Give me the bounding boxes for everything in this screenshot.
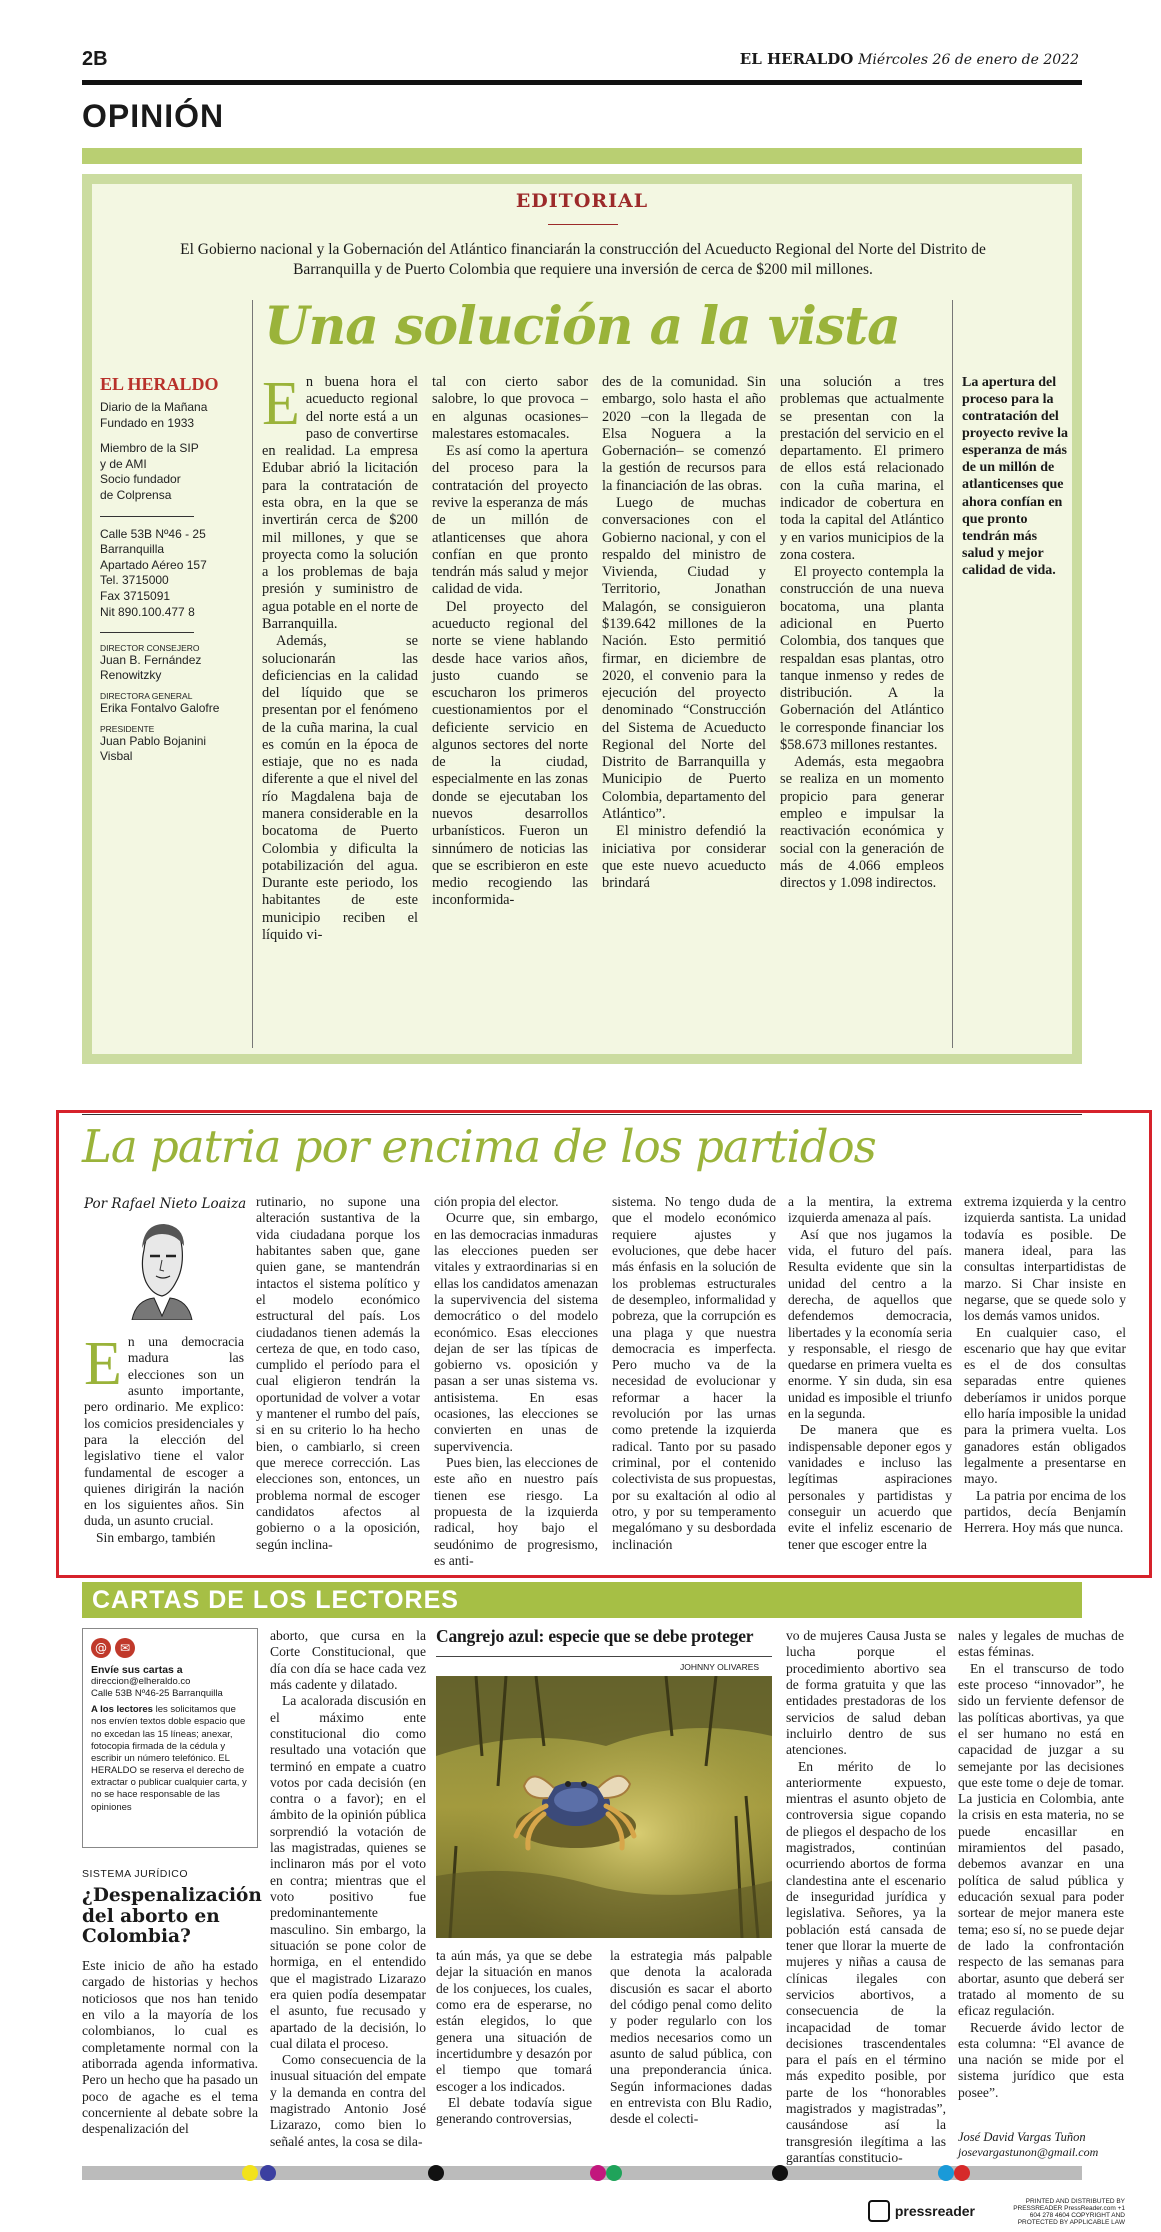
paragraph	[434, 1194, 598, 1210]
paragraph	[602, 495, 766, 823]
paragraph-text: Así que nos jugamos la vida, el futuro del país. Resulta evidente que sin la unidad del centro a la derecha, de aquellos que defendemos democracia, libertades y la economía seria y responsable, el riesgo de quedarse en primera vuelta es enorme. Y sin duda, sin esa unidad es imposible el triunfo en la segunda.	[788, 1226, 952, 1422]
paragraph	[958, 2020, 1124, 2102]
paragraph-text: Es así como la apertura del proceso para la contratación del proyecto revive la esperanza de más de un millón de atlanticenses que ahora confían en que pronto tendrán más salud y mejor calidad de vida.	[432, 443, 588, 598]
opinion-column	[256, 1194, 420, 1553]
masthead-address	[100, 527, 240, 621]
paragraph-text: Como consecuencia de la inusual situación del empate y la demanda en contra del magistrado Antonio José Lizarazo, como bien lo señalé antes, la cosa se dila-	[270, 2052, 426, 2149]
send-email: direccion@elheraldo.co	[91, 1676, 191, 1687]
paragraph	[964, 1325, 1126, 1488]
paragraph-text: Además, esta megaobra se realiza en un momento propicio para generar empleo e impulsar la reactivación económica y social con la generación de más de 4.066 empleos directos y 1.098 indirectos.	[780, 754, 944, 892]
masthead-info	[100, 400, 240, 431]
paragraph	[84, 1530, 244, 1546]
letter-headline: ¿Despenalización del aborto en Colombia?	[82, 1885, 262, 1948]
masthead-person: Erika Fontalvo Galofre	[100, 701, 220, 716]
paragraph	[780, 754, 944, 892]
paragraph	[788, 1227, 952, 1423]
editorial-label-rule	[548, 224, 618, 225]
paragraph	[432, 374, 588, 443]
paragraph-text: De manera que es indispensable deponer egos y vanidades e incluso las legítimas aspiraciones personales y partidistas y conseguir un acuerdo que evite el infeliz escenario de tener que escoger entre la	[788, 1422, 952, 1552]
masthead-person: Juan B. Fernández Renowitzky	[100, 653, 202, 683]
pressreader-notice: PRINTED AND DISTRIBUTED BY PRESSREADER PressReader.com +1 604 278 4604 COPYRIGHT AND PROTECTED BY APPLICABLE LAW	[1013, 2198, 1125, 2226]
paragraph	[84, 1330, 244, 1530]
registration-dot	[260, 2165, 276, 2181]
opinion-column	[788, 1194, 952, 1553]
paragraph-text: Luego de muchas conversaciones con el Gobierno nacional, y con el respaldo del ministro de Vivienda, Ciudad y Territorio, Jonathan Malagón, se consiguieron $139.642 millones de la Nación. Esto permitió firmar, en diciembre de 2020, el convenio para la ejecución del proyecto denominado “Construcción del Sistema de Acueducto Regional del Norte del Distrito de Barranquilla y Municipio de Puerto Colombia, departamento del Atlántico”.	[602, 494, 766, 823]
paragraph	[256, 1194, 420, 1553]
editorial-column	[432, 374, 588, 910]
divider	[100, 516, 194, 517]
masthead-line: Apartado Aéreo 157	[100, 557, 207, 572]
masthead-line: y de AMI	[100, 456, 147, 471]
divider	[82, 1114, 1082, 1115]
section-bar	[82, 148, 1082, 164]
paragraph	[958, 1661, 1124, 2020]
masthead-line: Diario de la Mañana	[100, 400, 208, 414]
paragraph-text: nales y legales de muchas de estas féminas.	[958, 1628, 1124, 1660]
paragraph-text: sistema. No tengo duda de que el modelo económico requiere ajustes y evoluciones, que debe hacer más énfasis en la solución de los problemas estructurales de desempleo, informalidad y pobreza, que la corrupción es una plaga y que nuestra democracia es imperfecta. Pero mucho va de la necesidad de evolucionar y reformar a hacer la revolución por las urnas como pretende la izquierda radical. Tanto por su pasado criminal, por el contenido colectivista de sus propuestas, por su exaltación al odio al otro, y por su temperamento megalómano y su desbordada inclinación	[612, 1194, 776, 1552]
letter-column	[958, 1628, 1124, 2101]
paragraph	[780, 564, 944, 754]
paragraph	[434, 1210, 598, 1455]
publication-date: Miércoles 26 de enero de 2022	[858, 52, 1079, 68]
pressreader-brand: pressreader	[894, 2203, 975, 2219]
letter-column	[270, 1628, 426, 2150]
opinion-column	[612, 1194, 776, 1553]
paragraph-text: n una democracia madura las elecciones son un asunto importante, pero ordinario. Me explico: los comicios presidenciales y para la elección del legislativo tiene el valor fundamental de escoger a quienes dirigirán la nación en los siguientes años. Sin duda, un asunto crucial.	[84, 1334, 244, 1529]
paragraph	[786, 1759, 946, 2167]
paragraph-text: En el transcurso de todo este proceso “innovador”, he sido un ferviente defensor de las políticas abortivas, ya que el ser humano no está en capacidad de juzgar a su semejante por las decisiones que este tome o deje de tomar. La justicia en Colombia, ante la crisis en esta materia, no se puede encasillar en miramientos del pasado, debemos avanzar en una política de salud pública y educación sexual para poder sortear de mejor manera este tema; eso sí, no se puede dejar de lado la confrontación respecto de las semanas para abortar, asunto que deberá ser tratado al momento de su eficaz regulación.	[958, 1660, 1124, 2019]
masthead-line: Calle 53B Nº46 - 25	[100, 526, 206, 541]
registration-dot	[428, 2165, 444, 2181]
paragraph-text: Este inicio de año ha estado cargado de historias y hechos noticiosos que nos han tenido en vilo a la mayoría de los colombianos, lo cual es completamente normal con la atiborrada agenda informativa. Pero un hecho que ha pasado un poco de agache es el tema concerniente al debate sobre la despenalización del	[82, 1958, 258, 2137]
editorial-column	[602, 374, 766, 892]
cartas-section-title: CARTAS DE LOS LECTORES	[92, 1586, 459, 1614]
paragraph-text: aborto, que cursa en la Corte Constitucional, que día con día se hace cada vez más cadente y dilatado.	[270, 1628, 426, 1692]
paragraph	[786, 1628, 946, 1759]
editorial-summary: El Gobierno nacional y la Gobernación del Atlántico financiarán la construcción del Acueducto Regional del Norte del Distrito de Barranquilla y de Puerto Colombia que requiere una inversión de cerca de $200 mil millones.	[180, 241, 986, 279]
registration-dot	[590, 2165, 606, 2181]
paragraph-text: Recuerde ávido lector de esta columna: “El avance de una nación se mide por el sistema jurídico que esta posee”.	[958, 2019, 1124, 2100]
paragraph-text: Sin embargo, también	[96, 1529, 216, 1545]
masthead-line: Socio fundador	[100, 472, 181, 487]
editorial-pullquote: La apertura del proceso para la contratación del proyecto revive la esperanza de más de un millón de atlanticenses que ahora confían en que pronto tendrán más salud y mejor calidad de vida.	[962, 375, 1069, 578]
masthead-line: Nit 890.100.477 8	[100, 604, 195, 619]
send-note-text: les solicitamos que nos envíen textos doble espacio que no excedan las 15 líneas; anexar, fotocopia firmada de la cédula y escribir un número telefónico. EL HERALDO se reserva el derecho de extractar o publicar cualquier carta, y no se hace responsable de las opiniones	[91, 1704, 247, 1813]
send-note-lead: A los lectores	[91, 1704, 153, 1716]
paragraph	[788, 1194, 952, 1227]
letter-signature: José David Vargas Tuñon	[958, 2130, 1086, 2144]
paragraph-text: ta aún más, ya que se debe dejar la situación en manos de los conjueces, los cuales, como era de esperarse, no están elegidos, lo que genera una situación de incertidumbre y desazón por el tiempo que tomará escoger a los indicados.	[436, 1948, 592, 2094]
paragraph	[958, 1628, 1124, 1661]
letter2-headline: Cangrejo azul: especie que se debe proteger	[436, 1626, 754, 1646]
paragraph	[788, 1422, 952, 1553]
masthead-line: Fax 3715091	[100, 588, 171, 603]
opinion-dropcap: E	[84, 1330, 122, 1398]
masthead-line	[740, 50, 1079, 68]
paragraph-text: rutinario, no supone una alteración sustantiva de la vida ciudadana porque los habitantes saben que, gane quien gane, se mantendrán intactos el sistema político y el modelo económico estructural del país. Los ciudadanos tienen además la certeza de que, en todo caso, cumplido el período para el cual eligieron tendrán la oportunidad de volver a votar y mantener el rumbo del país, si en su criterio lo ha hecho bien, o cambiarlo, si creen que merece corrección. Las elecciones son, entonces, un problema normal de escoger candidatos afectos al gobierno o a la oposición, según inclina-	[256, 1194, 420, 1552]
divider	[100, 632, 194, 633]
paragraph-text: La patria por encima de los partidos, decía Benjamín Herrera. Hoy más que nunca.	[964, 1487, 1126, 1536]
paragraph-text: tal con cierto sabor salobre, lo que provoca –en algunas ocasiones– malestares estomacales.	[432, 374, 588, 442]
masthead-person: Juan Pablo Bojanini Visbal	[100, 734, 207, 764]
paragraph	[432, 599, 588, 910]
pressreader-icon	[868, 2200, 890, 2222]
letter-column	[436, 1948, 592, 2127]
paragraph-text: El debate todavía sigue generando controversias,	[436, 2094, 592, 2127]
paragraph	[270, 1628, 426, 1693]
paragraph-text: n buena hora el acueducto regional del norte está a un paso de convertirse en realidad. La empresa Edubar abrió la licitación para la contratación de esta obra, en la que se invertirán cerca de $200 mil millones, y que se proyecta como la solución a los problemas de baja presión y suministro de agua potable en el norte de Barranquilla.	[262, 374, 418, 632]
paragraph	[780, 374, 944, 564]
masthead-role: DIRECTOR CONSEJERO	[100, 643, 200, 654]
masthead-block	[100, 400, 240, 764]
masthead-line: Tel. 3715000	[100, 573, 169, 588]
paragraph	[82, 1958, 258, 2137]
paragraph	[602, 823, 766, 892]
registration-dot	[772, 2165, 788, 2181]
paragraph-text: una solución a tres problemas que actualmente se presentan con la prestación del servicio en el departamento. El primero de ellos está relacionado con la cuña marina, el indicador de cobertura en toda la capital del Atlántico y en varios municipios de la zona costera.	[780, 374, 944, 563]
opinion-byline: Por Rafael Nieto Loaiza	[84, 1196, 247, 1212]
paragraph-text: Ocurre que, sin embargo, en las democracias inmaduras las elecciones pueden ser vitales y extraordinarias si en ellas los candidatos amenazan la supervivencia del sistema democrático o del modelo económico. Esas elecciones dejan de ser las típicas de gobierno vs. oposición y pasan a ser unas sistema vs. antisistema. En esas ocasiones, las elecciones se convierten en unas de supervivencia.	[434, 1210, 598, 1454]
paragraph	[964, 1488, 1126, 1537]
paragraph	[602, 374, 766, 495]
paragraph-text: Del proyecto del acueducto regional del norte se viene hablando desde hace varios años, justo cuando se escucharon los primeros cuestionamientos por el deficiente servicio en algunos sectores del norte de la ciudad, especialmente en las zonas donde se ejecutaban los nuevos desarrollos urbanísticos. Fueron un sinnúmero de noticias las que se escribieron en este medio recogiendo las inconformida-	[432, 598, 588, 909]
paragraph-text: a la mentira, la extrema izquierda amenaza al país.	[788, 1194, 952, 1226]
send-address: Calle 53B Nº46-25 Barranquilla	[91, 1688, 223, 1700]
opinion-column	[84, 1330, 244, 1546]
paragraph	[262, 370, 418, 633]
opinion-column	[434, 1194, 598, 1569]
paragraph	[436, 2095, 592, 2128]
editorial-label: EDITORIAL	[515, 190, 649, 212]
at-icon: @	[91, 1638, 111, 1658]
letter-signature-email: josevargastunon@gmail.com	[958, 2145, 1099, 2159]
masthead-role: DIRECTORA GENERAL	[100, 691, 193, 702]
author-portrait	[126, 1220, 196, 1320]
opinion-headline: La patria por encima de los partidos	[82, 1120, 876, 1173]
editorial-column	[262, 370, 418, 944]
registration-dot	[938, 2165, 954, 2181]
column-rule	[252, 300, 253, 1048]
paragraph-text: extrema izquierda y la centro izquierda santista. La unidad todavía es posible. De manera ideal, para las consultas interpartidistas de marzo. Si Char insiste en negarse, que se quede solo y los demás vamos unidos.	[964, 1194, 1126, 1324]
paragraph	[270, 2052, 426, 2150]
masthead-line: Barranquilla	[100, 542, 165, 557]
page-number: 2B	[82, 48, 108, 70]
pressreader-logo	[868, 2200, 975, 2222]
masthead-roles	[100, 643, 240, 764]
paragraph-text: En cualquier caso, el escenario que hay que evitar es el de dos consultas separadas entre quienes deberíamos ir unidos porque ello haría imposible la unidad para la primera vuelta. Los ganadores están obligados legalmente a presentarse en mayo.	[964, 1324, 1126, 1487]
paper-name: EL HERALDO	[739, 50, 854, 68]
paragraph-text: En mérito de lo anteriormente expuesto, mientras el asunto objeto de controversia sigue copando de pliegos el despacho de los magistrados, continúan ocurriendo abortos de forma clandestina ante el escenario de inseguridad jurídica y legislativa. Señores, ya la población está cansada de tener que llorar la muerte de mujeres y niñas a causa de clínicas ilegales con servicios abortivos, a consecuencia de la incapacidad de tomar decisiones trascendentales para el país en el término más expedito posible, por parte de los “honorables magistrados y magistradas”, causándose así la transgresión ilegítima a las garantías constitucio-	[786, 1758, 946, 2165]
paragraph	[262, 633, 418, 944]
envelope-icon: ✉	[115, 1638, 135, 1658]
photo-credit: JOHNNY OLIVARES	[680, 1662, 760, 1672]
paragraph	[612, 1194, 776, 1553]
send-title: Envíe sus cartas a	[91, 1664, 183, 1676]
header-rule	[82, 80, 1082, 85]
paragraph-text: des de la comunidad. Sin embargo, solo hasta el año 2020 –con la llegada de Elsa Noguera a la Gobernación– se comenzó la gestión de recursos para la financiación de las obras.	[602, 374, 766, 494]
registration-dot	[606, 2165, 622, 2181]
paragraph	[270, 1693, 426, 2052]
paragraph-text: La acalorada discusión en el máximo ente constitucional dio como resultado una votación que terminó en empate a cuatro votos por cada decisión (en contra o a favor); en el ámbito de la opinión pública sorprendió la votación de las magistradas, quienes se inclinaron más por el voto en contra; mientras que el voto positivo fue predominantemente masculino. Sin embargo, la situación se pone color de hormiga, en el entendido que el magistrado Lizarazo era quien podía desempatar el asunto, fue recusado y apartado de la decisión, lo cual dilata el proceso.	[270, 1693, 426, 2051]
send-note	[91, 1704, 249, 1813]
letter-column	[82, 1958, 258, 2137]
opinion-column	[964, 1194, 1126, 1537]
paragraph-text: Además, se solucionarán las deficiencias en la calidad del líquido que se presentan por el fenómeno de la cuña marina, la cual es común en la época de estiaje, que no es nada diferente a que el nivel del río Magdalena baja de manera considerable en la bocatoma de Puerto Colombia y dificulta la potabilización del agua. Durante este periodo, los habitantes de este municipio reciben el líquido vi-	[262, 633, 418, 943]
paragraph	[434, 1455, 598, 1569]
paragraph	[964, 1194, 1126, 1325]
registration-dot	[954, 2165, 970, 2181]
masthead-line: Fundado en 1933	[100, 415, 195, 430]
editorial-headline: Una solución a la vista	[264, 296, 900, 357]
letter-kicker: SISTEMA JURÍDICO	[82, 1868, 189, 1880]
section-title: OPINIÓN	[82, 98, 225, 134]
paragraph-text: Pues bien, las elecciones de este año en nuestro país tienen ese riesgo. La propuesta de la izquierda radical, hoy bajo el seudónimo de progresismo, es anti-	[434, 1455, 598, 1568]
send-letters-box	[82, 1628, 258, 1848]
editorial-dropcap: E	[262, 370, 300, 438]
paragraph	[432, 443, 588, 599]
masthead-line: de Colprensa	[100, 487, 172, 502]
masthead-role: PRESIDENTE	[100, 724, 155, 735]
paragraph-text: El proyecto contempla la construcción de una nueva bocatoma, una planta adicional en Puerto Colombia, dos tanques que respaldan esas plantas, otro tanque inmenso y redes de distribución. A la Gobernación del Atlántico le corresponde financiar los $58.673 millones restantes.	[780, 564, 944, 753]
el-heraldo-logo: EL HERALDO	[100, 374, 219, 394]
editorial-column	[780, 374, 944, 892]
paragraph-text: El ministro defendió la iniciativa por considerar que este nuevo acueducto brindará	[602, 823, 766, 892]
paragraph-text: vo de mujeres Causa Justa se lucha porque el procedimiento abortivo sea de forma gratuita y que las entidades prestadoras de los servicios de salud deban incluirlo dentro de sus atenciones.	[786, 1628, 946, 1758]
letter-column	[610, 1948, 772, 2127]
letter-signature-block	[958, 2130, 1124, 2159]
paragraph-text: ción propia del elector.	[434, 1194, 559, 1209]
letter-column	[786, 1628, 946, 2166]
paragraph	[436, 1948, 592, 2095]
registration-dot	[242, 2165, 258, 2181]
paragraph-text: la estrategia más palpable que denota la acalorada discusión es sacar el aborto del código penal como delito y poder regularlo con los medios necesarios como un asunto de salud pública, con una preponderancia única. Según informaciones dadas en entrevista con Blu Radio, desde el colecti-	[610, 1948, 772, 2127]
paragraph	[610, 1948, 772, 2127]
blue-crab-photo	[436, 1676, 772, 1938]
masthead-line: Miembro de la SIP	[100, 441, 199, 456]
divider	[436, 1656, 772, 1657]
registration-dots	[82, 2166, 1082, 2180]
masthead-membership	[100, 441, 240, 503]
column-rule	[952, 300, 953, 1048]
